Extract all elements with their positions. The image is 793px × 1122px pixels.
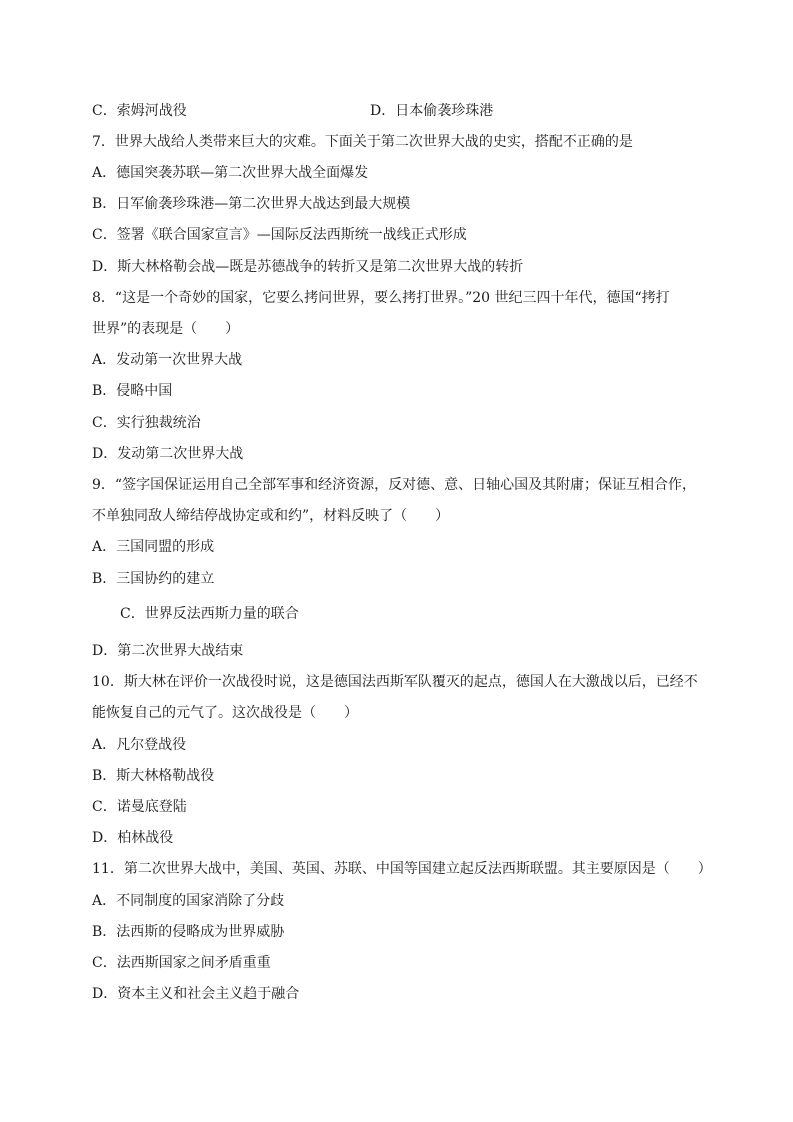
q11-option-b: B．法西斯的侵略成为世界威胁 xyxy=(92,924,285,940)
q9-option-c: C．世界反法西斯力量的联合 xyxy=(120,606,299,622)
q11-option-a: A．不同制度的国家消除了分歧 xyxy=(92,893,285,909)
q7-option-c: C．签署《联合国家宣言》—国际反法西斯统一战线正式形成 xyxy=(92,227,467,243)
q10-option-c: C．诺曼底登陆 xyxy=(92,799,187,815)
q9-option-b: B．三国协约的建立 xyxy=(92,571,215,587)
q7-option-b: B．日军偷袭珍珠港—第二次世界大战达到最大规模 xyxy=(92,196,411,212)
q10-option-d: D．柏林战役 xyxy=(92,830,174,846)
q10-stem-line2: 能恢复自己的元气了。这次战役是（ ） xyxy=(92,705,358,721)
q8-option-d: D．发动第二次世界大战 xyxy=(92,446,244,462)
q7-option-a: A．德国突袭苏联—第二次世界大战全面爆发 xyxy=(92,165,369,181)
q8-stem-line1: 8．“这是一个奇妙的国家，它要么拷问世界，要么拷打世界。”20 世纪三四十年代，德国“拷打 xyxy=(92,290,670,306)
q8-stem-line2: 世界”的表现是（ ） xyxy=(92,321,240,337)
q9-stem-line1: 9．“签字国保证运用自己全部军事和经济资源，反对德、意、日轴心国及其附庸；保证互相合作， xyxy=(92,477,697,493)
q8-option-b: B．侵略中国 xyxy=(92,383,173,399)
q9-option-a: A．三国同盟的形成 xyxy=(92,539,215,555)
q8-option-a: A．发动第一次世界大战 xyxy=(92,352,243,368)
q7-stem: 7．世界大战给人类带来巨大的灾难。下面关于第二次世界大战的史实，搭配不正确的是 xyxy=(92,134,633,150)
q8-option-c: C．实行独裁统治 xyxy=(92,415,201,431)
q10-option-a: A．凡尔登战役 xyxy=(92,737,187,753)
q10-option-b: B．斯大林格勒战役 xyxy=(92,768,215,784)
q9-option-d: D．第二次世界大战结束 xyxy=(92,643,244,659)
q10-stem-line1: 10．斯大林在评价一次战役时说，这是德国法西斯军队覆灭的起点，德国人在大激战以后，已经不 xyxy=(92,674,698,690)
q11-option-d: D．资本主义和社会主义趋于融合 xyxy=(92,986,300,1002)
q11-stem: 11．第二次世界大战中，美国、英国、苏联、中国等国建立起反法西斯联盟。其主要原因是（ ） xyxy=(92,861,712,877)
q6-option-c: C．索姆河战役 xyxy=(92,103,187,119)
q9-stem-line2: 不单独同敌人缔结停战协定或和约”，材料反映了（ ） xyxy=(92,508,450,524)
q7-option-d: D．斯大林格勒会战—既是苏德战争的转折又是第二次世界大战的转折 xyxy=(92,259,524,275)
q6-option-d: D．日本偷袭珍珠港 xyxy=(370,103,494,119)
q11-option-c: C．法西斯国家之间矛盾重重 xyxy=(92,955,271,971)
